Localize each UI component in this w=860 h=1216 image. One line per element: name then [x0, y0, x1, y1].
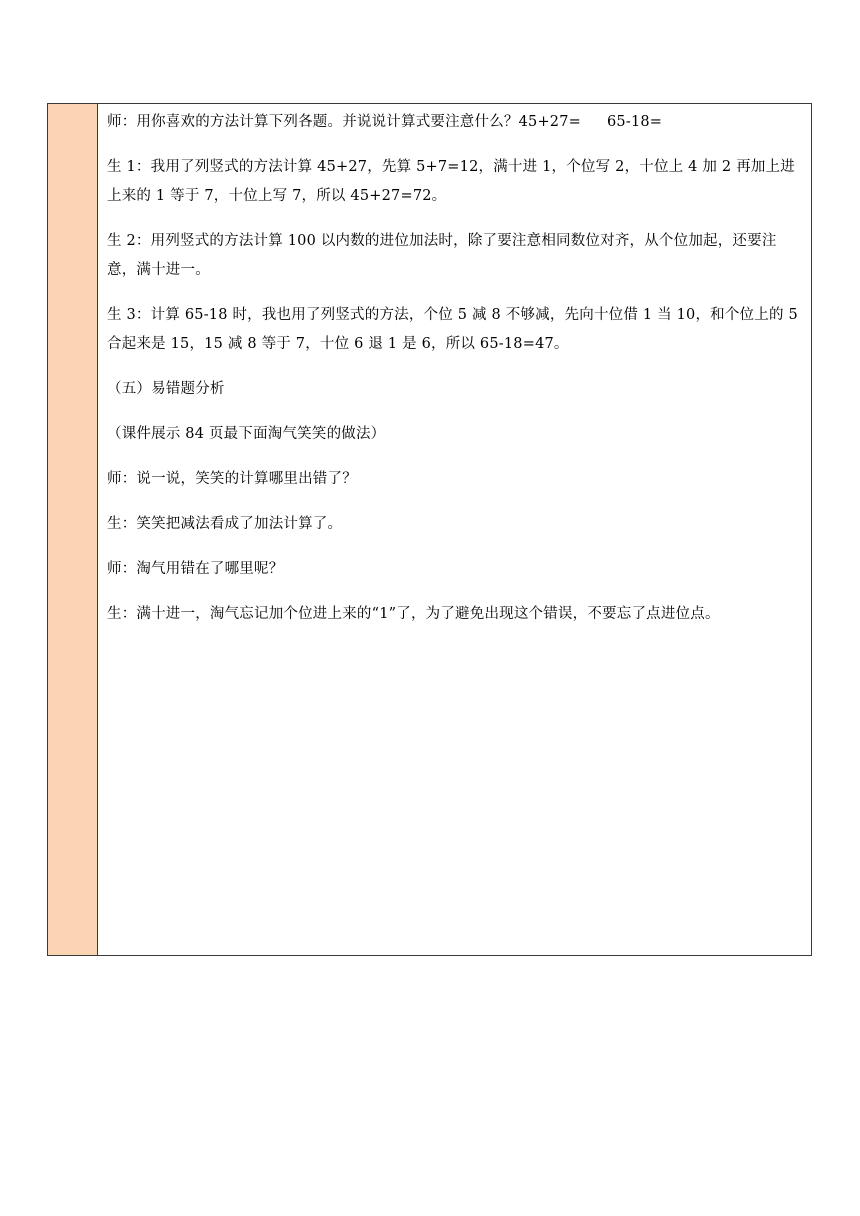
student-answer-3: 生：满十进一，淘气忘记加个位进上来的“1”了，为了避免出现这个错误，不要忘了点进位点。 [107, 606, 720, 622]
side-label-column [48, 104, 98, 955]
lesson-content-cell [98, 104, 811, 955]
student-3-paragraph: 生 3：计算 65-18 时，我也用了列竖式的方法，个位 5 减 8 不够减，先向十位借 1 当 10，和个位上的 5 合起来是 15，15 减 8 等于 7，十位 6 退 1 是 6，所以 65-18=47。 [107, 307, 798, 352]
courseware-note: （课件展示 84 页最下面淘气笑笑的做法） [107, 426, 386, 442]
teacher-question-2: 师：说一说，笑笑的计算哪里出错了？ [107, 471, 357, 487]
student-1-paragraph: 生 1：我用了列竖式的方法计算 45+27，先算 5+7=12，满十进 1，个位写 2，十位上 4 加 2 再加上进上来的 1 等于 7，十位上写 7，所以 45+27=72。 [107, 159, 795, 204]
lesson-table [47, 103, 812, 956]
teacher-question-paragraph [107, 108, 805, 137]
teacher-question-equation: 65-18= [607, 114, 663, 130]
student-2-paragraph: 生 2：用列竖式的方法计算 100 以内数的进位加法时，除了要注意相同数位对齐，从个位加起，还要注意，满十进一。 [107, 233, 777, 278]
teacher-question-text: 师：用你喜欢的方法计算下列各题。并说说计算式要注意什么？45+27= [107, 114, 581, 130]
student-answer-2: 生：笑笑把减法看成了加法计算了。 [107, 516, 343, 532]
section-heading: （五）易错题分析 [107, 381, 225, 397]
teacher-question-3: 师：淘气用错在了哪里呢？ [107, 561, 284, 577]
